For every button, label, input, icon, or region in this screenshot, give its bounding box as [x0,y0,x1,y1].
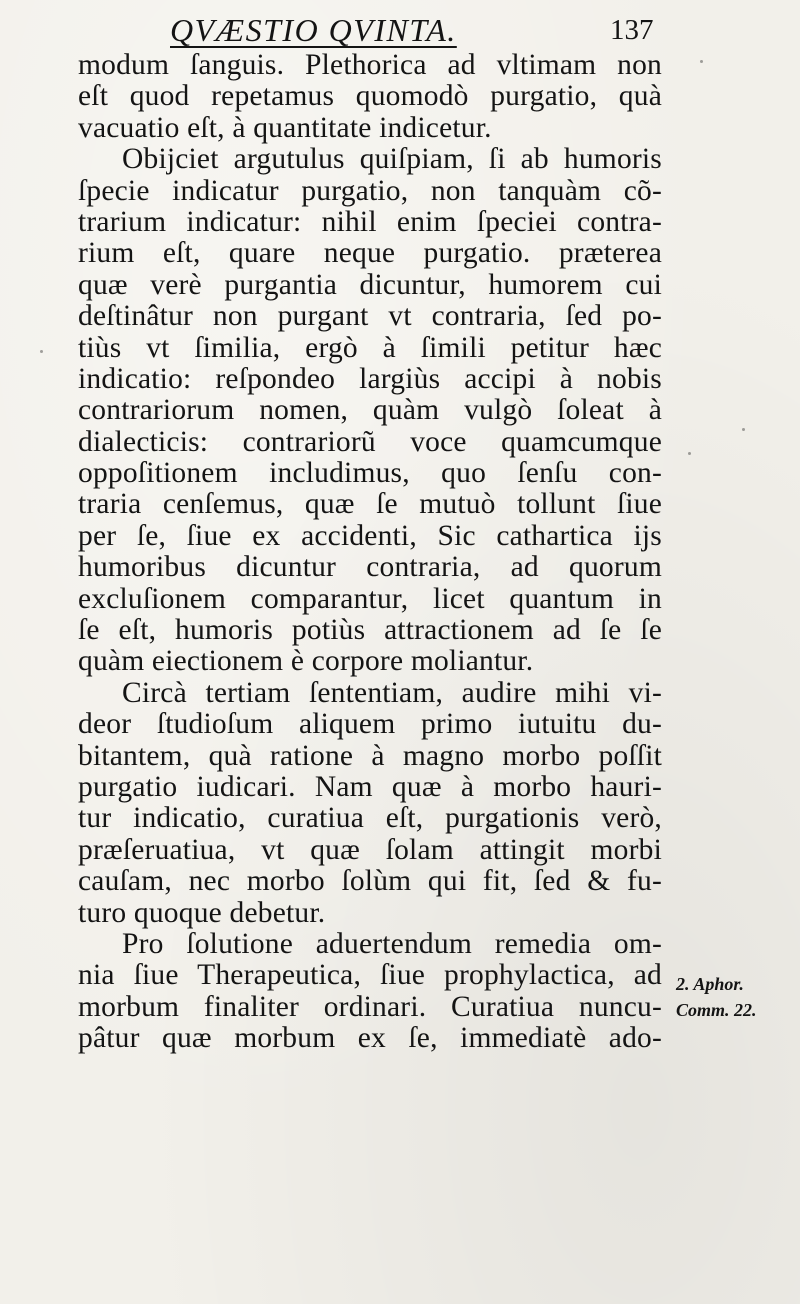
text-line: humoribus dicuntur contraria, ad quorum [78,551,662,584]
running-head-title: QVÆSTIO QVINTA. [170,12,457,48]
paper-speck [40,350,43,353]
text-line: ſpecie indicatur purgatio, non tanquàm cõ- [78,174,662,207]
text-line: præſeruatiua, vt quæ ſolam attingit morbi [78,833,662,866]
text-line: vacuatio eſt, à quantitate indicetur. [78,111,492,144]
text-line: Circà tertiam ſententiam, audire mihi vi- [122,676,662,709]
marginal-note [676,971,796,1023]
text-line: pâtur quæ morbum ex ſe, immediatè ado- [78,1022,662,1055]
text-line: turo quoque debetur. [78,896,326,929]
text-line: contrariorum nomen, quàm vulgò ſoleat à [78,394,662,427]
text-line: dialecticis: contrariorũ voce quamcumque [78,425,662,458]
text-line: morbum finaliter ordinari. Curatiua nuncu- [78,990,662,1023]
text-line: modum ſanguis. Plethorica ad vltimam non [78,49,662,81]
marginal-note-line: Comm. 22. [676,1000,757,1020]
text-line: bitantem, quà ratione à magno morbo poſſit [78,739,662,772]
text-line: trarium indicatur: nihil enim ſpeciei contra- [78,205,662,238]
text-line: nia ſiue Therapeutica, ſiue prophylactica, ad [78,959,662,992]
text-line: quæ verè purgantia dicuntur, humorem cui [78,268,662,301]
text-line: ſe eſt, humoris potiùs attractionem ad ſe ſe [78,614,662,647]
text-line: tur indicatio, curatiua eſt, purgationis verò, [78,802,662,835]
body-text [78,50,662,1055]
text-line: per ſe, ſiue ex accidenti, Sic cathartica ijs [78,519,662,552]
text-line: cauſam, nec morbo ſolùm qui fit, ſed & fu- [78,865,662,898]
paper-speck [688,452,691,455]
text-line: oppoſitionem includimus, quo ſenſu con- [78,457,662,490]
text-line: tiùs vt ſimilia, ergò à ſimili petitur hæc [78,331,662,364]
paper-speck [742,428,745,431]
text-line: rium eſt, quare neque purgatio. præterea [78,237,662,270]
text-line: traria cenſemus, quæ ſe mutuò tollunt ſiue [78,488,662,521]
marginal-note-line: 2. Aphor. [676,974,744,994]
text-line: Obijciet argutulus quiſpiam, ſi ab humoris [122,143,662,176]
text-line: eſt quod repetamus quomodò purgatio, quà [78,80,662,113]
page-number: 137 [610,14,654,46]
text-line: Pro ſolutione aduertendum remedia om- [122,927,662,960]
text-line: deor ſtudioſum aliquem primo iutuitu du- [78,708,662,741]
text-line: excluſionem comparantur, licet quantum in [78,582,662,615]
text-line: indicatio: reſpondeo largiùs accipi à nobis [78,362,662,395]
running-head [0,10,800,54]
text-line: deſtinâtur non purgant vt contraria, ſed po- [78,300,662,333]
text-line: purgatio iudicari. Nam quæ à morbo hauri- [78,770,662,803]
paper-speck [700,60,703,63]
text-line: quàm eiectionem è corpore moliantur. [78,645,534,678]
